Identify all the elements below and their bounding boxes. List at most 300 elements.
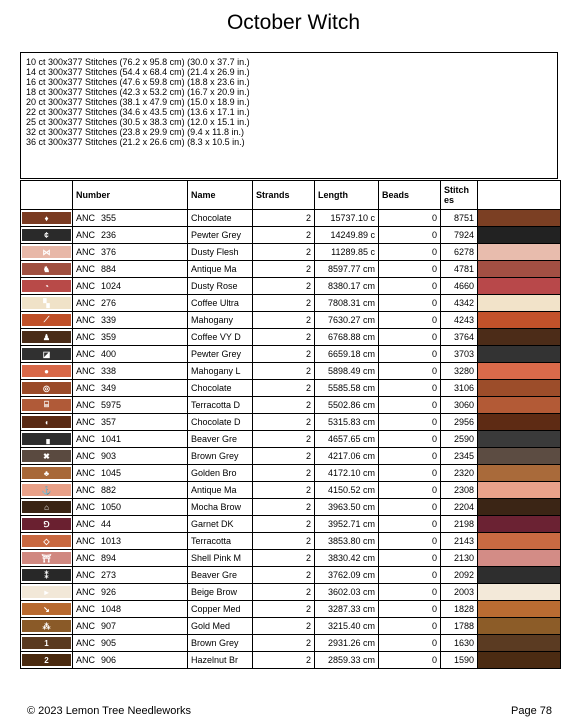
color-swatch bbox=[478, 295, 560, 311]
stitch-symbol-icon: ⌸ bbox=[22, 399, 71, 411]
thread-name: Coffee VY D bbox=[188, 329, 253, 346]
thread-stitches: 3703 bbox=[441, 346, 478, 363]
thread-brand: ANC bbox=[76, 213, 96, 223]
thread-brand: ANC bbox=[76, 298, 96, 308]
thread-stitches: 1828 bbox=[441, 601, 478, 618]
stitch-symbol-icon: ▗ bbox=[22, 433, 71, 445]
color-swatch bbox=[478, 499, 560, 515]
table-row bbox=[21, 244, 561, 261]
thread-brand: ANC bbox=[76, 468, 96, 478]
thread-number: 357 bbox=[101, 417, 117, 427]
color-swatch bbox=[478, 567, 560, 583]
table-row bbox=[21, 533, 561, 550]
thread-beads: 0 bbox=[379, 329, 441, 346]
fabric-size-line: 22 ct 300x377 Stitches (34.6 x 43.5 cm) (13.6 x 17.1 in.) bbox=[26, 107, 250, 117]
thread-stitches: 3280 bbox=[441, 363, 478, 380]
stitch-symbol-icon: ♟ bbox=[22, 331, 71, 343]
table-row bbox=[21, 414, 561, 431]
thread-beads: 0 bbox=[379, 414, 441, 431]
color-swatch bbox=[478, 601, 560, 617]
table-row bbox=[21, 448, 561, 465]
stitch-symbol-icon: ↘ bbox=[22, 603, 71, 615]
header-strands: Strands bbox=[253, 181, 315, 210]
color-swatch-cell bbox=[478, 499, 561, 516]
thread-name: Gold Med bbox=[188, 618, 253, 635]
thread-length: 5315.83 cm bbox=[315, 414, 379, 431]
table-row bbox=[21, 278, 561, 295]
thread-name: Chocolate bbox=[188, 380, 253, 397]
thread-stitches: 2130 bbox=[441, 550, 478, 567]
thread-number: 349 bbox=[101, 383, 117, 393]
table-row bbox=[21, 261, 561, 278]
stitch-symbol-icon: ⛩ bbox=[22, 552, 71, 564]
thread-number: 882 bbox=[101, 485, 117, 495]
thread-number-cell bbox=[73, 227, 188, 244]
thread-stitches: 4660 bbox=[441, 278, 478, 295]
thread-length: 8597.77 cm bbox=[315, 261, 379, 278]
color-swatch-cell bbox=[478, 397, 561, 414]
thread-number: 236 bbox=[101, 230, 117, 240]
thread-brand: ANC bbox=[76, 383, 96, 393]
fabric-size-box bbox=[20, 52, 558, 179]
color-swatch bbox=[478, 550, 560, 566]
table-header-row bbox=[21, 181, 561, 210]
thread-name: Pewter Grey bbox=[188, 227, 253, 244]
thread-stitches: 2590 bbox=[441, 431, 478, 448]
thread-length: 7630.27 cm bbox=[315, 312, 379, 329]
thread-number: 903 bbox=[101, 451, 117, 461]
thread-number: 926 bbox=[101, 587, 117, 597]
thread-length: 6659.18 cm bbox=[315, 346, 379, 363]
thread-beads: 0 bbox=[379, 346, 441, 363]
thread-beads: 0 bbox=[379, 584, 441, 601]
symbol-cell bbox=[21, 567, 73, 584]
thread-number-cell bbox=[73, 210, 188, 227]
table-row bbox=[21, 227, 561, 244]
color-swatch-cell bbox=[478, 465, 561, 482]
thread-name: Beige Brow bbox=[188, 584, 253, 601]
table-row bbox=[21, 363, 561, 380]
thread-number-cell bbox=[73, 567, 188, 584]
table-row bbox=[21, 346, 561, 363]
table-row bbox=[21, 482, 561, 499]
color-swatch bbox=[478, 329, 560, 345]
thread-number: 338 bbox=[101, 366, 117, 376]
color-swatch-cell bbox=[478, 244, 561, 261]
thread-stitches: 4342 bbox=[441, 295, 478, 312]
stitch-symbol-icon: ⋈ bbox=[22, 246, 71, 258]
thread-length: 4657.65 cm bbox=[315, 431, 379, 448]
thread-number: 359 bbox=[101, 332, 117, 342]
table-row bbox=[21, 210, 561, 227]
thread-strands: 2 bbox=[253, 295, 315, 312]
symbol-cell bbox=[21, 482, 73, 499]
color-swatch bbox=[478, 261, 560, 277]
color-swatch bbox=[478, 652, 560, 668]
thread-number-cell bbox=[73, 482, 188, 499]
thread-number-cell bbox=[73, 652, 188, 669]
stitch-symbol-icon: 2 bbox=[22, 654, 71, 666]
symbol-cell bbox=[21, 210, 73, 227]
thread-stitches: 2204 bbox=[441, 499, 478, 516]
page-number: Page 78 bbox=[511, 705, 552, 717]
thread-brand: ANC bbox=[76, 417, 96, 427]
header-swatch bbox=[478, 181, 561, 210]
thread-number-cell bbox=[73, 295, 188, 312]
thread-number-cell bbox=[73, 618, 188, 635]
header-stitches: Stitch es bbox=[441, 181, 478, 210]
symbol-cell bbox=[21, 618, 73, 635]
thread-name: Beaver Gre bbox=[188, 567, 253, 584]
thread-number-cell bbox=[73, 499, 188, 516]
thread-name: Pewter Grey bbox=[188, 346, 253, 363]
fabric-size-line: 20 ct 300x377 Stitches (38.1 x 47.9 cm) (15.0 x 18.9 in.) bbox=[26, 97, 250, 107]
thread-length: 3215.40 cm bbox=[315, 618, 379, 635]
thread-beads: 0 bbox=[379, 465, 441, 482]
thread-brand: ANC bbox=[76, 400, 96, 410]
stitch-symbol-icon: ⌂ bbox=[22, 501, 71, 513]
thread-number-cell bbox=[73, 278, 188, 295]
thread-stitches: 2003 bbox=[441, 584, 478, 601]
thread-strands: 2 bbox=[253, 210, 315, 227]
thread-brand: ANC bbox=[76, 315, 96, 325]
symbol-cell bbox=[21, 278, 73, 295]
thread-beads: 0 bbox=[379, 499, 441, 516]
thread-length: 3952.71 cm bbox=[315, 516, 379, 533]
thread-beads: 0 bbox=[379, 261, 441, 278]
table-row bbox=[21, 295, 561, 312]
thread-number: 907 bbox=[101, 621, 117, 631]
table-row bbox=[21, 397, 561, 414]
symbol-cell bbox=[21, 295, 73, 312]
thread-length: 6768.88 cm bbox=[315, 329, 379, 346]
thread-brand: ANC bbox=[76, 281, 96, 291]
thread-name: Shell Pink M bbox=[188, 550, 253, 567]
symbol-cell bbox=[21, 431, 73, 448]
color-swatch-cell bbox=[478, 516, 561, 533]
thread-number-cell bbox=[73, 533, 188, 550]
thread-length: 4172.10 cm bbox=[315, 465, 379, 482]
thread-name: Mahogany bbox=[188, 312, 253, 329]
thread-name: Golden Bro bbox=[188, 465, 253, 482]
stitch-symbol-icon: ⚓ bbox=[22, 484, 71, 496]
thread-brand: ANC bbox=[76, 553, 96, 563]
thread-brand: ANC bbox=[76, 247, 96, 257]
thread-brand: ANC bbox=[76, 604, 96, 614]
thread-stitches: 3060 bbox=[441, 397, 478, 414]
table-row bbox=[21, 499, 561, 516]
color-swatch bbox=[478, 618, 560, 634]
thread-beads: 0 bbox=[379, 601, 441, 618]
thread-length: 4150.52 cm bbox=[315, 482, 379, 499]
table-row bbox=[21, 312, 561, 329]
stitch-symbol-icon: ◖ bbox=[22, 416, 71, 428]
thread-beads: 0 bbox=[379, 550, 441, 567]
color-swatch bbox=[478, 363, 560, 379]
thread-length: 3602.03 cm bbox=[315, 584, 379, 601]
thread-name: Dusty Rose bbox=[188, 278, 253, 295]
thread-stitches: 2308 bbox=[441, 482, 478, 499]
thread-strands: 2 bbox=[253, 482, 315, 499]
stitch-symbol-icon: ● bbox=[22, 365, 71, 377]
thread-length: 3963.50 cm bbox=[315, 499, 379, 516]
thread-length: 11289.85 c bbox=[315, 244, 379, 261]
stitch-symbol-icon: ¢ bbox=[22, 229, 71, 241]
header-length: Length bbox=[315, 181, 379, 210]
stitch-symbol-icon: ⁂ bbox=[22, 620, 71, 632]
thread-brand: ANC bbox=[76, 349, 96, 359]
thread-strands: 2 bbox=[253, 465, 315, 482]
thread-strands: 2 bbox=[253, 312, 315, 329]
thread-number: 905 bbox=[101, 638, 117, 648]
stitch-symbol-icon: ⅁ bbox=[22, 518, 71, 530]
thread-length: 3853.80 cm bbox=[315, 533, 379, 550]
color-swatch-cell bbox=[478, 635, 561, 652]
color-swatch-cell bbox=[478, 448, 561, 465]
thread-number: 273 bbox=[101, 570, 117, 580]
thread-number: 884 bbox=[101, 264, 117, 274]
thread-number-cell bbox=[73, 431, 188, 448]
symbol-cell bbox=[21, 244, 73, 261]
thread-beads: 0 bbox=[379, 312, 441, 329]
color-swatch bbox=[478, 397, 560, 413]
thread-beads: 0 bbox=[379, 380, 441, 397]
symbol-cell bbox=[21, 363, 73, 380]
stitch-symbol-icon: ▸ bbox=[22, 586, 71, 598]
thread-stitches: 3764 bbox=[441, 329, 478, 346]
thread-number-cell bbox=[73, 312, 188, 329]
table-row bbox=[21, 601, 561, 618]
color-swatch-cell bbox=[478, 261, 561, 278]
color-swatch bbox=[478, 516, 560, 532]
table-row bbox=[21, 618, 561, 635]
thread-brand: ANC bbox=[76, 587, 96, 597]
thread-strands: 2 bbox=[253, 227, 315, 244]
thread-brand: ANC bbox=[76, 519, 96, 529]
color-swatch bbox=[478, 584, 560, 600]
thread-stitches: 2345 bbox=[441, 448, 478, 465]
thread-number-cell bbox=[73, 448, 188, 465]
thread-strands: 2 bbox=[253, 550, 315, 567]
table-row bbox=[21, 465, 561, 482]
thread-beads: 0 bbox=[379, 533, 441, 550]
color-swatch-cell bbox=[478, 414, 561, 431]
color-swatch bbox=[478, 278, 560, 294]
thread-name: Dusty Flesh bbox=[188, 244, 253, 261]
symbol-cell bbox=[21, 601, 73, 618]
table-row bbox=[21, 380, 561, 397]
color-swatch-cell bbox=[478, 533, 561, 550]
copyright: © 2023 Lemon Tree Needleworks bbox=[27, 705, 192, 717]
thread-length: 5585.58 cm bbox=[315, 380, 379, 397]
fabric-size-line: 18 ct 300x377 Stitches (42.3 x 53.2 cm) (16.7 x 20.9 in.) bbox=[26, 87, 250, 97]
thread-name: Mahogany L bbox=[188, 363, 253, 380]
thread-number: 400 bbox=[101, 349, 117, 359]
header-number: Number bbox=[73, 181, 188, 210]
table-row bbox=[21, 431, 561, 448]
color-swatch bbox=[478, 431, 560, 447]
thread-name: Brown Grey bbox=[188, 448, 253, 465]
thread-stitches: 2092 bbox=[441, 567, 478, 584]
thread-strands: 2 bbox=[253, 618, 315, 635]
color-swatch bbox=[478, 380, 560, 396]
thread-beads: 0 bbox=[379, 210, 441, 227]
thread-brand: ANC bbox=[76, 332, 96, 342]
stitch-symbol-icon: ◪ bbox=[22, 348, 71, 360]
color-swatch bbox=[478, 448, 560, 464]
color-swatch bbox=[478, 533, 560, 549]
thread-name: Antique Ma bbox=[188, 261, 253, 278]
thread-number: 355 bbox=[101, 213, 117, 223]
thread-stitches: 4243 bbox=[441, 312, 478, 329]
thread-number-cell bbox=[73, 550, 188, 567]
stitch-symbol-icon: ♦ bbox=[22, 212, 71, 224]
stitch-symbol-icon: 1 bbox=[22, 637, 71, 649]
thread-beads: 0 bbox=[379, 448, 441, 465]
thread-strands: 2 bbox=[253, 397, 315, 414]
thread-strands: 2 bbox=[253, 448, 315, 465]
color-swatch-cell bbox=[478, 601, 561, 618]
fabric-size-line: 36 ct 300x377 Stitches (21.2 x 26.6 cm) (8.3 x 10.5 in.) bbox=[26, 137, 245, 147]
thread-number: 1045 bbox=[101, 468, 122, 478]
thread-name: Garnet DK bbox=[188, 516, 253, 533]
color-swatch-cell bbox=[478, 482, 561, 499]
color-swatch-cell bbox=[478, 329, 561, 346]
thread-brand: ANC bbox=[76, 451, 96, 461]
stitch-symbol-icon: ⟋ bbox=[22, 314, 71, 326]
thread-beads: 0 bbox=[379, 397, 441, 414]
thread-number-cell bbox=[73, 584, 188, 601]
thread-stitches: 3106 bbox=[441, 380, 478, 397]
thread-number: 44 bbox=[101, 519, 112, 529]
color-swatch bbox=[478, 210, 560, 226]
thread-length: 15737.10 c bbox=[315, 210, 379, 227]
thread-number-cell bbox=[73, 363, 188, 380]
thread-brand: ANC bbox=[76, 434, 96, 444]
fabric-size-line: 32 ct 300x377 Stitches (23.8 x 29.9 cm) (9.4 x 11.8 in.) bbox=[26, 127, 244, 137]
thread-number-cell bbox=[73, 465, 188, 482]
color-swatch-cell bbox=[478, 380, 561, 397]
symbol-cell bbox=[21, 652, 73, 669]
fabric-size-line: 16 ct 300x377 Stitches (47.6 x 59.8 cm) (18.8 x 23.6 in.) bbox=[26, 77, 250, 87]
thread-beads: 0 bbox=[379, 363, 441, 380]
color-swatch bbox=[478, 346, 560, 362]
color-swatch bbox=[478, 312, 560, 328]
stitch-symbol-icon: ♣ bbox=[22, 467, 71, 479]
color-swatch bbox=[478, 414, 560, 430]
thread-beads: 0 bbox=[379, 652, 441, 669]
thread-name: Terracotta D bbox=[188, 397, 253, 414]
thread-strands: 2 bbox=[253, 431, 315, 448]
thread-brand: ANC bbox=[76, 485, 96, 495]
thread-number: 339 bbox=[101, 315, 117, 325]
symbol-cell bbox=[21, 516, 73, 533]
color-swatch-cell bbox=[478, 618, 561, 635]
thread-number: 276 bbox=[101, 298, 117, 308]
thread-length: 2931.26 cm bbox=[315, 635, 379, 652]
thread-number: 1050 bbox=[101, 502, 122, 512]
thread-number-cell bbox=[73, 380, 188, 397]
stitch-symbol-icon: ◔ bbox=[22, 280, 71, 292]
thread-beads: 0 bbox=[379, 482, 441, 499]
table-row bbox=[21, 550, 561, 567]
thread-beads: 0 bbox=[379, 244, 441, 261]
thread-number-cell bbox=[73, 601, 188, 618]
thread-number-cell bbox=[73, 261, 188, 278]
thread-brand: ANC bbox=[76, 502, 96, 512]
thread-strands: 2 bbox=[253, 346, 315, 363]
thread-beads: 0 bbox=[379, 278, 441, 295]
thread-number: 1024 bbox=[101, 281, 122, 291]
color-swatch bbox=[478, 244, 560, 260]
thread-strands: 2 bbox=[253, 278, 315, 295]
page-title: October Witch bbox=[226, 11, 361, 34]
thread-beads: 0 bbox=[379, 635, 441, 652]
table-row bbox=[21, 516, 561, 533]
thread-length: 2859.33 cm bbox=[315, 652, 379, 669]
color-swatch-cell bbox=[478, 431, 561, 448]
thread-stitches: 1788 bbox=[441, 618, 478, 635]
thread-strands: 2 bbox=[253, 244, 315, 261]
stitch-symbol-icon: ◇ bbox=[22, 535, 71, 547]
symbol-cell bbox=[21, 397, 73, 414]
thread-beads: 0 bbox=[379, 618, 441, 635]
thread-strands: 2 bbox=[253, 533, 315, 550]
thread-strands: 2 bbox=[253, 584, 315, 601]
symbol-cell bbox=[21, 448, 73, 465]
color-swatch-cell bbox=[478, 312, 561, 329]
thread-length: 14249.89 c bbox=[315, 227, 379, 244]
symbol-cell bbox=[21, 635, 73, 652]
thread-stitches: 6278 bbox=[441, 244, 478, 261]
stitch-symbol-icon: ♞ bbox=[22, 263, 71, 275]
color-swatch bbox=[478, 227, 560, 243]
color-swatch-cell bbox=[478, 210, 561, 227]
symbol-cell bbox=[21, 329, 73, 346]
symbol-cell bbox=[21, 584, 73, 601]
stitch-symbol-icon: ✖ bbox=[22, 450, 71, 462]
symbol-cell bbox=[21, 499, 73, 516]
thread-length: 8380.17 cm bbox=[315, 278, 379, 295]
color-swatch bbox=[478, 635, 560, 651]
thread-length: 7808.31 cm bbox=[315, 295, 379, 312]
color-swatch bbox=[478, 482, 560, 498]
thread-strands: 2 bbox=[253, 499, 315, 516]
thread-strands: 2 bbox=[253, 414, 315, 431]
thread-name: Antique Ma bbox=[188, 482, 253, 499]
thread-brand: ANC bbox=[76, 638, 96, 648]
color-swatch bbox=[478, 465, 560, 481]
color-swatch-cell bbox=[478, 346, 561, 363]
table-row bbox=[21, 584, 561, 601]
color-swatch-cell bbox=[478, 567, 561, 584]
thread-brand: ANC bbox=[76, 230, 96, 240]
thread-name: Brown Grey bbox=[188, 635, 253, 652]
thread-name: Chocolate D bbox=[188, 414, 253, 431]
thread-beads: 0 bbox=[379, 431, 441, 448]
thread-strands: 2 bbox=[253, 652, 315, 669]
table-row bbox=[21, 567, 561, 584]
thread-length: 3830.42 cm bbox=[315, 550, 379, 567]
symbol-cell bbox=[21, 261, 73, 278]
thread-number: 1048 bbox=[101, 604, 122, 614]
thread-strands: 2 bbox=[253, 601, 315, 618]
stitch-symbol-icon: ◎ bbox=[22, 382, 71, 394]
thread-number: 5975 bbox=[101, 400, 122, 410]
thread-name: Terracotta bbox=[188, 533, 253, 550]
thread-stitches: 8751 bbox=[441, 210, 478, 227]
symbol-cell bbox=[21, 346, 73, 363]
